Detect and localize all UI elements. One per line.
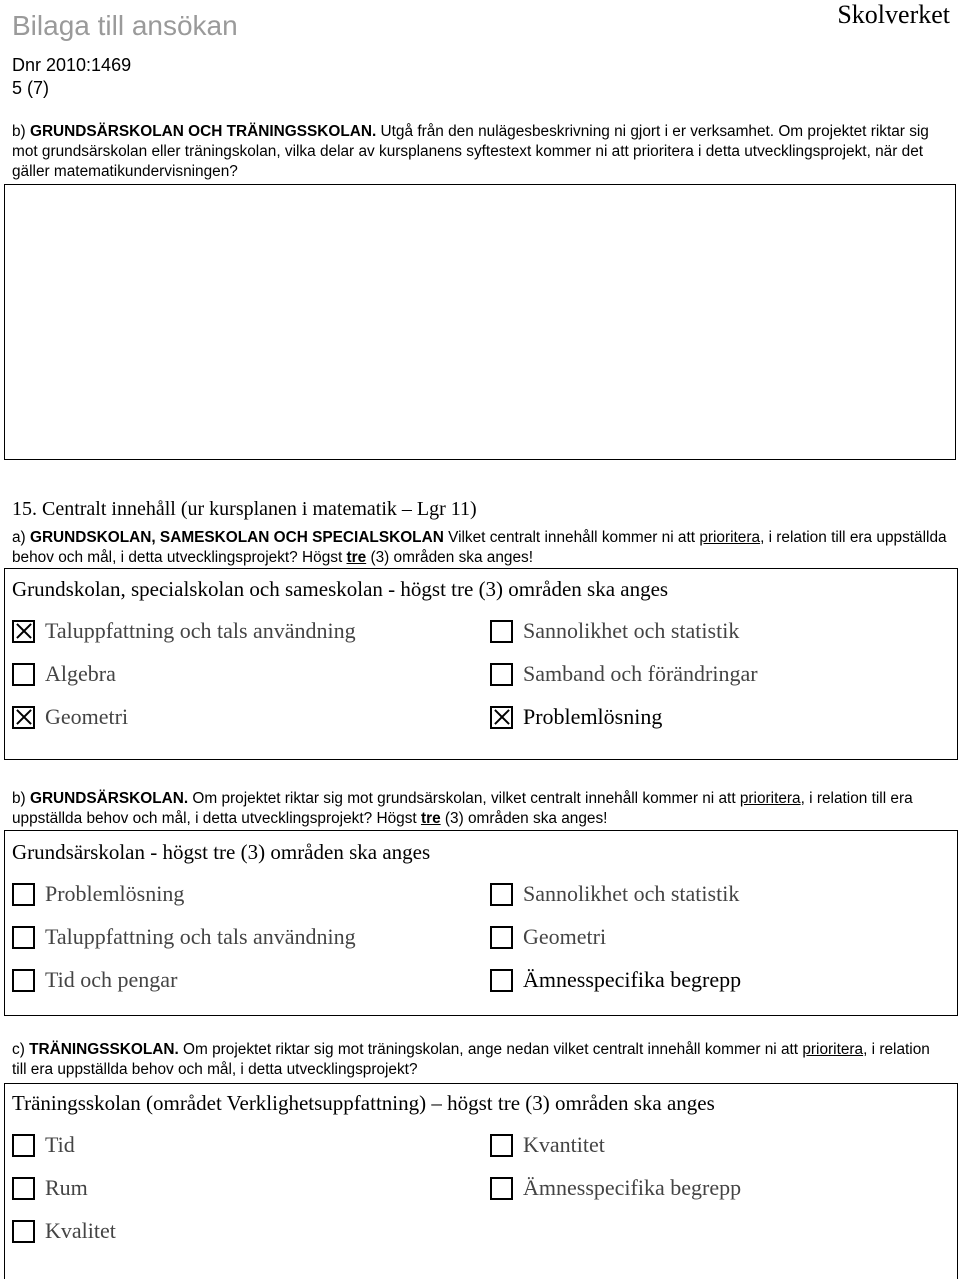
group-a-title: Grundskolan, specialskolan och sameskolan - högst tre (3) områden ska anges <box>12 577 669 601</box>
checkbox[interactable] <box>490 1134 513 1157</box>
question-14b-label: GRUNDSÄRSKOLAN OCH TRÄNINGSSKOLAN. <box>29 123 377 140</box>
question-15a-body-1: Vilket centralt innehåll kommer ni att <box>443 529 700 546</box>
option-label: Rum <box>45 1175 88 1200</box>
question-15c-emphasis-1: prioritera <box>802 1041 864 1058</box>
question-15b-label: GRUNDSÄRSKOLAN. <box>29 790 189 807</box>
checkbox[interactable] <box>12 926 35 949</box>
checkbox[interactable] <box>490 1177 513 1200</box>
answer-textbox-14b[interactable] <box>4 184 956 460</box>
option-b-tid-och-pengar[interactable] <box>12 965 177 995</box>
option-b-sannolikhet[interactable] <box>490 879 739 909</box>
checkbox[interactable] <box>12 1220 35 1243</box>
option-label: Ämnesspecifika begrepp <box>523 967 742 992</box>
question-15c-body-1: Om projektet riktar sig mot träningskolan, ange nedan vilket centralt innehåll kommer ni att <box>178 1041 803 1058</box>
option-label: Kvalitet <box>45 1218 116 1243</box>
option-label: Samband och förändringar <box>523 661 758 686</box>
option-a-samband[interactable] <box>490 659 758 689</box>
option-label: Taluppfattning och tals användning <box>45 618 356 643</box>
checkbox[interactable] <box>12 663 35 686</box>
question-15b-body-2: , i relation till era uppställda behov och mål, i detta utvecklingsprojekt? Högst <box>12 790 913 827</box>
checkbox[interactable] <box>490 663 513 686</box>
option-a-taluppfattning[interactable] <box>12 616 356 646</box>
checkbox[interactable] <box>490 883 513 906</box>
question-15c-prefix: c) <box>12 1041 30 1058</box>
question-15b-text <box>12 789 948 829</box>
option-label: Sannolikhet och statistik <box>523 881 740 906</box>
question-15a-prefix: a) <box>12 529 30 546</box>
option-label: Kvantitet <box>523 1132 605 1157</box>
option-label: Sannolikhet och statistik <box>523 618 740 643</box>
option-label: Taluppfattning och tals användning <box>45 924 356 949</box>
question-15a-label: GRUNDSKOLAN, SAMESKOLAN OCH SPECIALSKOLAN <box>29 529 444 546</box>
option-c-amnesspecifika[interactable] <box>490 1173 741 1203</box>
option-label: Tid <box>45 1132 75 1157</box>
question-15b-body-1: Om projektet riktar sig mot grundsärskolan, vilket centralt innehåll kommer ni att <box>188 790 740 807</box>
question-15b-prefix: b) <box>12 790 30 807</box>
brand-name: Skolverket <box>837 0 950 29</box>
checkbox[interactable] <box>12 1134 35 1157</box>
question-15a-text <box>12 528 948 568</box>
document-number: Dnr 2010:1469 <box>12 55 132 75</box>
option-c-tid[interactable] <box>12 1130 75 1160</box>
question-15a-emphasis-2: tre <box>346 549 367 566</box>
option-b-amnesspecifika[interactable] <box>490 965 741 995</box>
page-number: 5 (7) <box>12 78 50 98</box>
checkbox[interactable] <box>12 969 35 992</box>
checkbox[interactable] <box>490 969 513 992</box>
group-c-title: Träningsskolan (området Verklighetsuppfattning) – högst tre (3) områden ska anges <box>12 1091 715 1115</box>
option-c-rum[interactable] <box>12 1173 88 1203</box>
option-c-kvantitet[interactable] <box>490 1130 605 1160</box>
question-14b-body: Utgå från den nulägesbeskrivning ni gjort i er verksamhet. Om projektet riktar sig mot grundsärskolan eller träningskolan, vilka delar av kursplanens syftestext kommer ni att prioritera i detta utvecklingsprojekt, när det gäller matematikundervisningen? <box>12 123 929 180</box>
question-15c-body-2: , i relation till era uppställda behov och mål, i detta utvecklingsprojekt? <box>12 1041 930 1078</box>
option-c-kvalitet[interactable] <box>12 1216 116 1246</box>
document-title: Bilaga till ansökan <box>12 10 238 41</box>
checkbox-checked[interactable] <box>12 620 35 643</box>
option-b-geometri[interactable] <box>490 922 606 952</box>
option-label: Tid och pengar <box>45 967 178 992</box>
checkbox[interactable] <box>490 620 513 643</box>
question-15c-label: TRÄNINGSSKOLAN. <box>29 1041 179 1058</box>
option-label: Ämnesspecifika begrepp <box>523 1175 742 1200</box>
question-15b-emphasis-1: prioritera <box>739 790 801 807</box>
question-15a-body-3: (3) områden ska anges! <box>366 549 534 566</box>
option-label: Algebra <box>45 661 116 686</box>
option-b-taluppfattning[interactable] <box>12 922 356 952</box>
checkbox[interactable] <box>12 883 35 906</box>
question-15c-text <box>12 1040 948 1080</box>
question-15a-body-2: , i relation till era uppställda behov och mål, i detta utvecklingsprojekt? Högst <box>12 529 947 566</box>
option-a-algebra[interactable] <box>12 659 116 689</box>
option-a-sannolikhet[interactable] <box>490 616 739 646</box>
group-b-title: Grundsärskolan - högst tre (3) områden ska anges <box>12 840 431 864</box>
question-15b-body-3: (3) områden ska anges! <box>440 810 608 827</box>
option-label: Problemlösning <box>45 881 185 906</box>
option-label: Geometri <box>523 924 607 949</box>
option-a-problemlosning[interactable] <box>490 702 662 732</box>
option-a-geometri[interactable] <box>12 702 128 732</box>
question-15b-emphasis-2: tre <box>420 810 441 827</box>
option-b-problemlosning[interactable] <box>12 879 184 909</box>
option-label: Geometri <box>45 704 129 729</box>
checkbox[interactable] <box>490 926 513 949</box>
question-14b-text <box>12 122 948 182</box>
question-15-heading: 15. Centralt innehåll (ur kursplanen i matematik – Lgr 11) <box>12 498 477 520</box>
checkbox-checked[interactable] <box>490 706 513 729</box>
option-label: Problemlösning <box>523 704 663 729</box>
question-14b-prefix: b) <box>12 123 30 140</box>
checkbox-checked[interactable] <box>12 706 35 729</box>
checkbox[interactable] <box>12 1177 35 1200</box>
question-15a-emphasis-1: prioritera <box>699 529 761 546</box>
